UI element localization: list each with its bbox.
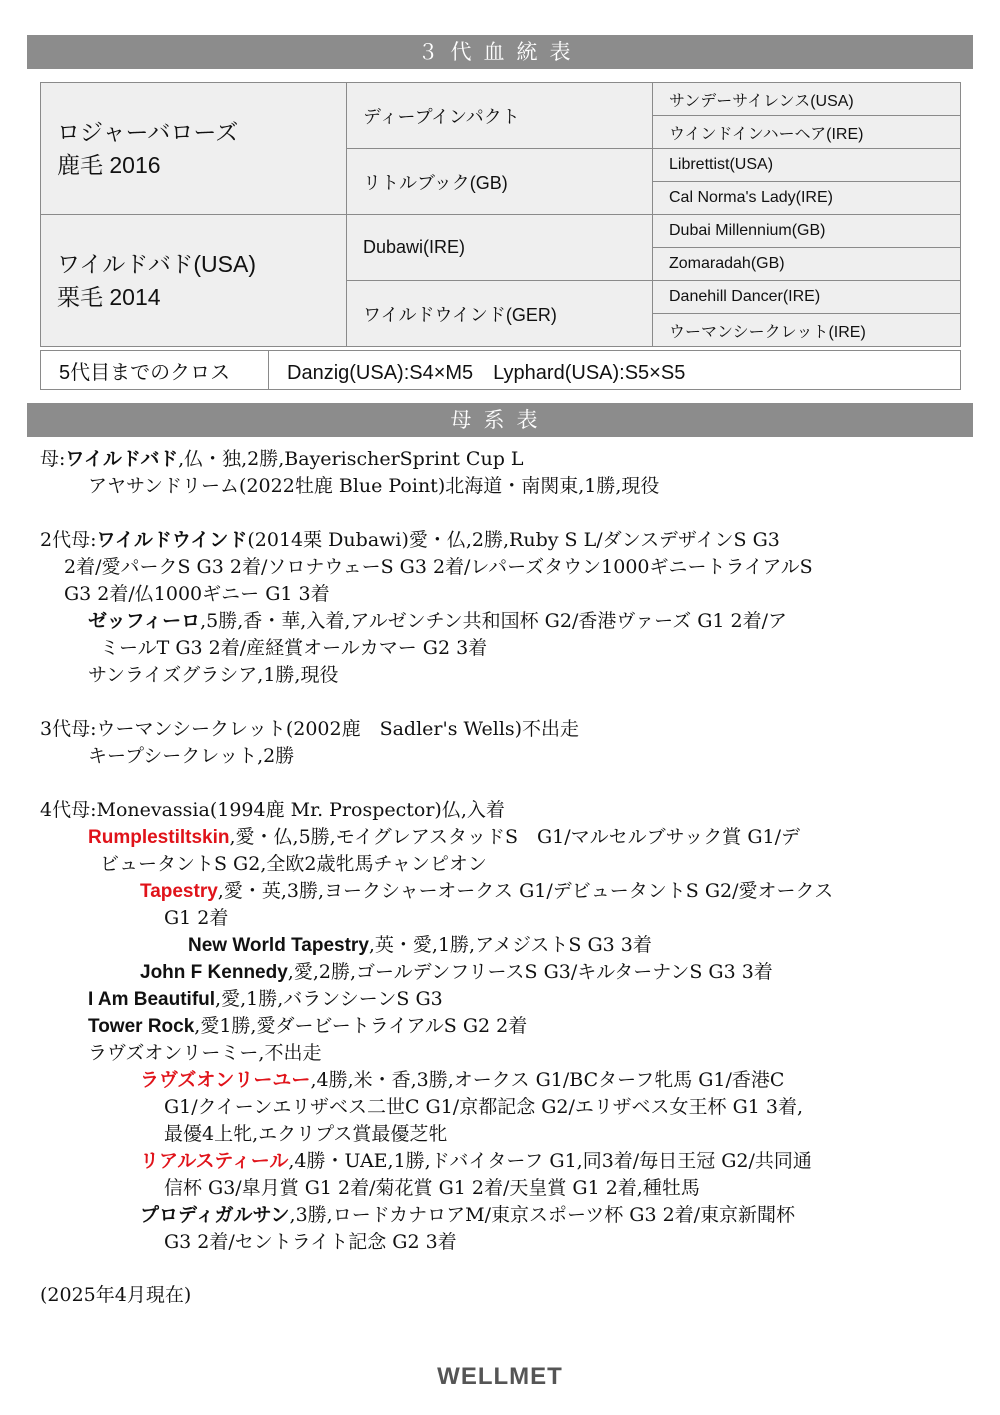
nwt-record: ,英・愛,1勝,アメジストS G3 3着	[368, 934, 652, 956]
dam-prefix: 母:	[40, 448, 66, 470]
second-dam-record: (2014栗 Dubawi)愛・仏,2勝,Ruby S L/ダンスデザインS G3	[247, 529, 780, 551]
dam-name: ワイルドバド(USA)	[57, 250, 256, 277]
keep-secret-line: キープシークレット,2勝	[88, 745, 295, 767]
iab-line	[40, 986, 965, 1013]
jfk-horse: John F Kennedy	[140, 962, 288, 983]
second-dam-cont-2: G3 2着/仏1000ギニー G1 3着	[64, 583, 330, 605]
second-dam-prefix: 2代母:	[40, 529, 97, 551]
ggs-8: ウーマンシークレット(IRE)	[653, 314, 961, 347]
jfk-line	[40, 959, 965, 986]
sire-sire: ディープインパクト	[347, 83, 653, 149]
pedigree-table	[40, 82, 961, 347]
zeffiro-cont: ミールT G3 2着/産経賞オールカマー G2 3着	[100, 637, 488, 659]
dam-info: 栗毛 2014	[57, 283, 161, 310]
tower-rock-horse: Tower Rock	[88, 1016, 195, 1037]
loves-only-you-horse: ラヴズオンリーユー	[140, 1070, 311, 1091]
rumple-line	[40, 824, 965, 851]
prodigal-son-record: ,3勝,ロードカナロアM/東京スポーツ杯 G3 2着/東京新聞杯	[289, 1204, 796, 1226]
loves-only-you-line	[40, 1067, 965, 1094]
cross-value: Danzig(USA):S4×M5 Lyphard(USA):S5×S5	[269, 351, 961, 390]
prodigal-son-horse: プロディガルサン	[140, 1205, 290, 1226]
real-steel-record: ,4勝・UAE,1勝,ドバイターフ G1,同3着/毎日王冠 G2/共同通	[288, 1150, 812, 1172]
nwt-horse: New World Tapestry	[188, 935, 369, 956]
real-steel-cont: 信杯 G3/皐月賞 G1 2着/菊花賞 G1 2着/天皇賞 G1 2着,種牡馬	[164, 1177, 700, 1199]
tapestry-record: ,愛・英,3勝,ヨークシャーオークス G1/デビュータントS G2/愛オークス	[217, 880, 834, 902]
tower-rock-line	[40, 1013, 965, 1040]
dam-horse: ワイルドバド	[65, 449, 179, 470]
iab-horse: I Am Beautiful	[88, 989, 216, 1010]
dam-record: ,仏・独,2勝,BayerischerSprint Cup L	[178, 448, 524, 470]
iab-record: ,愛,1勝,バランシーンS G3	[215, 988, 443, 1010]
ggs-2: ウインドインハーヘア(IRE)	[653, 116, 961, 149]
sire-info: 鹿毛 2016	[57, 151, 161, 178]
loves-only-you-cont-1: G1/クイーンエリザベス二世C G1/京都記念 G2/エリザベス女王杯 G1 3着,	[164, 1096, 804, 1118]
third-dam-line: 3代母:ウーマンシークレット(2002鹿 Sadler's Wells)不出走	[40, 718, 580, 740]
zeffiro-horse: ゼッフィーロ	[88, 611, 201, 632]
tapestry-cont: G1 2着	[164, 907, 229, 929]
jfk-record: ,愛,2勝,ゴールデンフリースS G3/キルターナンS G3 3着	[287, 961, 773, 983]
dam-sire: Dubawi(IRE)	[347, 215, 653, 281]
real-steel-horse: リアルスティール	[140, 1151, 289, 1172]
ggs-6: Zomaradah(GB)	[653, 248, 961, 281]
wellmet-logo: WELLMET	[437, 1363, 563, 1390]
tapestry-horse: Tapestry	[140, 881, 218, 902]
dam-dam: ワイルドウインド(GER)	[347, 281, 653, 347]
real-steel-line	[40, 1148, 965, 1175]
family-list	[40, 446, 965, 1256]
ggs-4: Cal Norma's Lady(IRE)	[653, 182, 961, 215]
second-dam-line	[40, 527, 965, 554]
ggs-5: Dubai Millennium(GB)	[653, 215, 961, 248]
fourth-dam-line: 4代母:Monevassia(1994鹿 Mr. Prospector)仏,入着	[40, 799, 505, 821]
pedigree-header: ３代血統表	[27, 35, 973, 69]
zeffiro-record: ,5勝,香・華,入着,アルゼンチン共和国杯 G2/香港ヴァーズ G1 2着/ア	[200, 610, 788, 632]
zeffiro-line	[40, 608, 965, 635]
sire-cell	[41, 83, 347, 215]
loves-only-me-line: ラヴズオンリーミー,不出走	[88, 1042, 322, 1064]
ggs-1: サンデーサイレンス(USA)	[653, 83, 961, 116]
second-dam-cont-1: 2着/愛パークS G3 2着/ソロナウェーS G3 2着/レパーズタウン1000ギニートライアルS	[64, 556, 813, 578]
progeny-line: アヤサンドリーム(2022牡鹿 Blue Point)北海道・南関東,1勝,現役	[88, 475, 660, 497]
sire-dam: リトルブック(GB)	[347, 149, 653, 215]
cross-table	[40, 350, 961, 390]
date-footnote: (2025年4月現在)	[40, 1284, 192, 1306]
loves-only-you-cont-2: 最優4上牝,エクリプス賞最優芝牝	[164, 1123, 448, 1145]
ggs-7: Danehill Dancer(IRE)	[653, 281, 961, 314]
nwt-line	[40, 932, 965, 959]
rumple-horse: Rumplestiltskin	[88, 827, 230, 848]
tower-rock-record: ,愛1勝,愛ダービートライアルS G2 2着	[194, 1015, 528, 1037]
rumple-record: ,愛・仏,5勝,モイグレアスタッドS G1/マルセルブサック賞 G1/デ	[229, 826, 800, 848]
rumple-cont: ビュータントS G2,全欧2歳牝馬チャンピオン	[100, 853, 487, 875]
prodigal-son-line	[40, 1202, 965, 1229]
ggs-3: Librettist(USA)	[653, 149, 961, 182]
loves-only-you-record: ,4勝,米・香,3勝,オークス G1/BCターフ牝馬 G1/香港C	[310, 1069, 785, 1091]
tapestry-line	[40, 878, 965, 905]
dam-cell	[41, 215, 347, 347]
sire-name: ロジャーバローズ	[57, 118, 239, 145]
prodigal-son-cont: G3 2着/セントライト記念 G2 3着	[164, 1231, 457, 1253]
dam-line	[40, 446, 965, 473]
second-dam-horse: ワイルドウインド	[96, 530, 248, 551]
sunrise-line: サンライズグラシア,1勝,現役	[88, 664, 339, 686]
cross-label: 5代目までのクロス	[41, 351, 269, 390]
family-header: 母系表	[27, 403, 973, 437]
